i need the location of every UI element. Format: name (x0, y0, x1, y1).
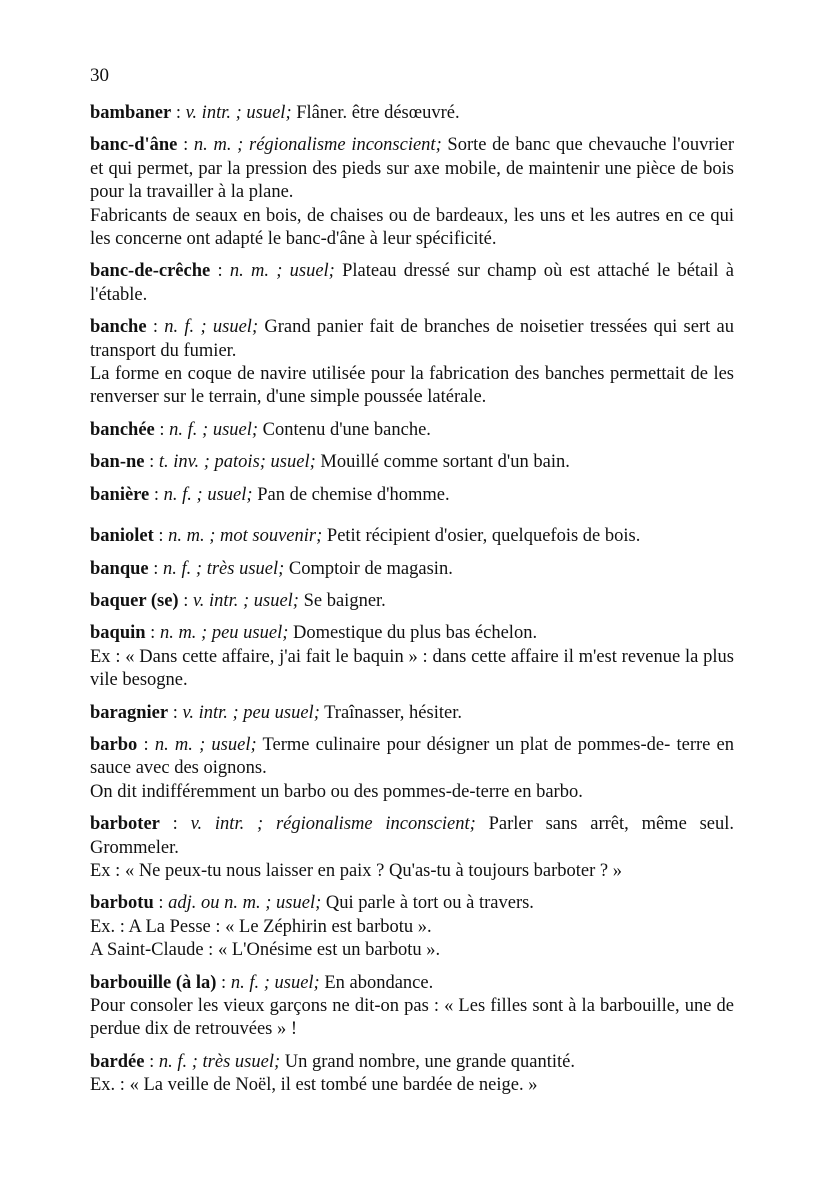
entry-barbouille: barbouille (à la) : n. f. ; usuel; En abondance. Pour consoler les vieux garçons ne dit-on pas : « Les filles sont à la barbouille, une de perdue dix de retrouvées » ! (90, 972, 734, 1042)
definition: Pan de chemise d'homme. (252, 484, 450, 505)
entry-baquer: baquer (se) : v. intr. ; usuel; Se baigner. (90, 590, 386, 611)
entry-note: La forme en coque de navire utilisée pour la fabrication des banches permettait de les renverser sur le terrain, d'une simple poussée latérale. (90, 364, 734, 408)
definition: Domestique du plus bas échelon. (288, 623, 538, 644)
entry-baragnier: baragnier : v. intr. ; peu usuel; Traînasser, hésiter. (90, 702, 462, 723)
definition: Un grand nombre, une grande quantité. (280, 1051, 576, 1072)
entry-banc-d-ane: banc-d'âne : n. m. ; régionalisme inconscient; Sorte de banc que chevauche l'ouvrier et qui permet, par la pression des pieds sur axe mobile, de maintenir une pièce de bois pour la travailler à la plane. Fabricants de seaux en bois, de chaises ou de bardeaux, les uns et les autres en ce qui les concerne ont adapté le banc-d'âne à leur spécificité. (90, 134, 734, 251)
headword: banc-d'âne (90, 135, 178, 156)
definition: Contenu d'une banche. (258, 419, 431, 440)
entry-example: A Saint-Claude : « L'Onésime est un barbotu ». (90, 940, 441, 961)
entry-note: Pour consoler les vieux garçons ne dit-on pas : « Les filles sont à la barbouille, une de perdue dix de retrouvées » ! (90, 996, 734, 1040)
grammar-label: n. f. ; usuel; (230, 972, 320, 993)
headword: ban-ne (90, 452, 145, 473)
entry-example: Ex. : A La Pesse : « Le Zéphirin est barbotu ». (90, 916, 432, 937)
entry-example: Ex : « Ne peux-tu nous laisser en paix ? Qu'as-tu à toujours barboter ? » (90, 860, 622, 881)
headword: baquer (se) (90, 590, 179, 611)
entry-note: Fabricants de seaux en bois, de chaises ou de bardeaux, les uns et les autres en ce qui les concerne ont adapté le banc-d'âne à leur spécificité. (90, 205, 734, 250)
headword: barbotu (90, 893, 154, 914)
definition: Qui parle à tort ou à travers. (321, 893, 534, 914)
grammar-label: n. m. ; régionalisme inconscient; (193, 135, 442, 156)
headword: banche (90, 317, 147, 338)
grammar-label: n. f. ; usuel; (163, 484, 253, 505)
grammar-label: n. f. ; très usuel; (158, 1051, 281, 1072)
grammar-label: n. m. ; peu usuel; (159, 623, 289, 644)
definition: Flâner. être désœuvré. (291, 103, 460, 123)
entry-bambaner: bambaner : v. intr. ; usuel; Flâner. être désœuvré. (90, 103, 460, 123)
entry-barbotu: barbotu : adj. ou n. m. ; usuel; Qui parle à tort ou à travers. Ex. : A La Pesse : « Le Zéphirin est barbotu ». A Saint-Claude : « L'Onésime est un barbotu ». (90, 892, 734, 962)
entry-example: Ex. : « La veille de Noël, il est tombé une bardée de neige. » (90, 1075, 538, 1096)
entry-banque: banque : n. f. ; très usuel; Comptoir de magasin. (90, 558, 453, 579)
entry-baniolet: baniolet : n. m. ; mot souvenir; Petit récipient d'osier, quelquefois de bois. (90, 526, 641, 547)
headword: banchée (90, 419, 155, 440)
grammar-label: v. intr. ; régionalisme inconscient; (190, 814, 476, 835)
definition: En abondance. (319, 972, 434, 993)
grammar-label: adj. ou n. m. ; usuel; (168, 893, 322, 914)
definition: Grand panier fait de branches de noisetier tressées qui sert au transport du fumier. (90, 317, 735, 361)
headword: banque (90, 558, 149, 579)
grammar-label: t. inv. ; patois; usuel; (158, 452, 316, 473)
page-number: 30 (90, 65, 109, 86)
entry-baquin: baquin : n. m. ; peu usuel; Domestique du plus bas échelon. Ex : « Dans cette affaire, j'ai fait le baquin » : dans cette affaire il m'est revenue la plus vile besogne. (90, 622, 734, 692)
headword: baniolet (90, 526, 154, 547)
definition: Parler sans arrêt, même seul. Grommeler. (90, 814, 735, 858)
entry-bardee: bardée : n. f. ; très usuel; Un grand nombre, une grande quantité. Ex. : « La veille de Noël, il est tombé une bardée de neige. » (90, 1051, 734, 1098)
entry-barboter: barboter : v. intr. ; régionalisme inconscient; Parler sans arrêt, même seul. Grommeler. Ex : « Ne peux-tu nous laisser en paix ? Qu'as-tu à toujours barboter ? » (90, 813, 734, 883)
entry-baniere: banière : n. f. ; usuel; Pan de chemise d'homme. (90, 484, 450, 505)
grammar-label: n. m. ; usuel; (229, 261, 335, 282)
headword: bardée (90, 1051, 145, 1072)
definition: Sorte de banc que chevauche l'ouvrier et qui permet, par la pression des pieds sur axe mobile, de maintenir une pièce de bois pour la travailler à la plane. (90, 135, 734, 203)
headword: barbo (90, 734, 138, 755)
headword: banière (90, 484, 150, 505)
entry-ban-ne: ban-ne : t. inv. ; patois; usuel; Mouillé comme sortant d'un bain. (90, 452, 570, 473)
grammar-label: v. intr. ; peu usuel; (182, 702, 320, 723)
grammar-label: n. f. ; très usuel; (163, 558, 285, 579)
definition: Terme culinaire pour désigner un plat de pommes-de- terre en sauce avec des oignons. (90, 734, 735, 779)
headword: baquin (90, 623, 146, 644)
entry-note: On dit indifféremment un barbo ou des pommes-de-terre en barbo. (90, 781, 583, 802)
headword: barboter (90, 814, 160, 835)
grammar-label: n. m. ; usuel; (154, 734, 257, 755)
definition: Se baigner. (298, 590, 386, 611)
headword: banc-de-crêche (90, 261, 211, 282)
grammar-label: n. f. ; usuel; (169, 419, 259, 440)
headword: barbouille (à la) (90, 972, 217, 993)
definition: Mouillé comme sortant d'un bain. (315, 452, 570, 473)
grammar-label: n. f. ; usuel; (164, 317, 259, 338)
grammar-label: v. intr. ; usuel; (192, 590, 299, 611)
headword: baragnier (90, 702, 169, 723)
definition: Plateau dressé sur champ où est attaché le bétail à l'étable. (90, 261, 735, 305)
headword: bambaner (90, 103, 172, 123)
grammar-label: v. intr. ; usuel; (185, 103, 292, 123)
dictionary-entries (90, 102, 734, 1107)
entry-barbo: barbo : n. m. ; usuel; Terme culinaire pour désigner un plat de pommes-de- terre en sauce avec des oignons. On dit indifféremment un barbo ou des pommes-de-terre en barbo. (90, 734, 734, 804)
definition: Comptoir de magasin. (284, 558, 453, 579)
grammar-label: n. m. ; mot souvenir; (168, 526, 323, 547)
entry-banchee: banchée : n. f. ; usuel; Contenu d'une banche. (90, 419, 431, 440)
entry-banche: banche : n. f. ; usuel; Grand panier fait de branches de noisetier tressées qui sert au transport du fumier. La forme en coque de navire utilisée pour la fabrication des banches permettait de les renverser sur le terrain, d'une simple poussée latérale. (90, 316, 734, 410)
definition: Petit récipient d'osier, quelquefois de bois. (322, 526, 641, 547)
entry-banc-de-creche: banc-de-crêche : n. m. ; usuel; Plateau dressé sur champ où est attaché le bétail à l'étable. (90, 261, 735, 305)
entry-example: Ex : « Dans cette affaire, j'ai fait le baquin » : dans cette affaire il m'est revenue la plus vile besogne. (90, 646, 734, 691)
definition: Traînasser, hésiter. (319, 702, 462, 723)
